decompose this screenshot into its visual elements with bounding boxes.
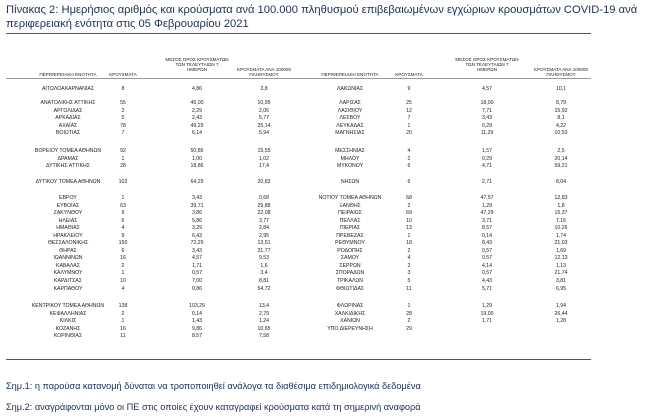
cell-left-per100k: 8,81 xyxy=(258,278,270,284)
cell-left-per100k: 2,06 xyxy=(258,108,270,114)
cell-right-region: ΝΗΣΩΝ xyxy=(340,179,360,185)
cell-right-cases: 6 xyxy=(407,163,411,169)
cell-left-region: ΑΡΓΟΛΙΔΑΣ xyxy=(53,108,83,114)
cell-right-region: ΞΑΝΘΗΣ xyxy=(339,203,361,209)
cell-left-region: ΚΟΡΙΝΘΙΑΣ xyxy=(53,333,83,339)
cell-right-per100k: 10,26 xyxy=(554,225,568,231)
cell-left-per100k: 7,58 xyxy=(258,333,270,339)
bottom-divider xyxy=(6,359,591,360)
cell-left-cases: 1 xyxy=(121,270,125,276)
cell-right-region: ΛΕΥΚΑΔΑΣ xyxy=(336,123,364,129)
cell-left-avg: 1,71 xyxy=(191,263,203,269)
cell-right-cases: 18 xyxy=(406,240,412,246)
cell-left-per100k: 10,95 xyxy=(257,100,271,106)
cell-right-avg: 0,57 xyxy=(481,248,493,254)
cell-right-per100k: 7,16 xyxy=(555,218,567,224)
cell-right-region: ΡΕΘΥΜΝΟΥ xyxy=(335,240,365,246)
cell-left-per100k: 1,6 xyxy=(260,263,268,269)
cell-left-cases: 5 xyxy=(121,115,125,121)
cell-right-region: ΧΑΛΚΙΔΙΚΗΣ xyxy=(334,311,366,317)
cell-left-region: ΖΑΚΥΝΘΟΥ xyxy=(53,210,83,216)
cell-left-cases: 1 xyxy=(121,318,125,324)
cell-right-avg: 1,71 xyxy=(481,318,493,324)
cell-left-cases: 16 xyxy=(120,326,126,332)
cell-left-cases: 150 xyxy=(118,240,128,246)
cell-left-avg: 6,14 xyxy=(191,130,203,136)
cell-right-cases: 4 xyxy=(407,148,411,154)
cell-left-region: ΔΥΤΙΚΗΣ ΑΤΤΙΚΗΣ xyxy=(46,163,90,169)
cell-right-avg: 5,71 xyxy=(481,286,493,292)
cell-left-avg: 46,00 xyxy=(190,100,204,106)
cell-right-cases: 29 xyxy=(406,326,412,332)
cell-right-per100k: 6,95 xyxy=(555,286,567,292)
cell-right-region: ΛΕΣΒΟΥ xyxy=(339,115,361,121)
cell-right-avg: 8,57 xyxy=(481,225,493,231)
cell-right-avg: 4,14 xyxy=(481,263,493,269)
header-region-right: ΠΕΡΙΦΕΡΕΙΑΚΗ ΕΝΟΤΗΤΑ xyxy=(321,72,379,77)
cell-left-region: ΚΕΦΑΛΛΗΝΙΑΣ xyxy=(49,311,87,317)
cell-left-cases: 55 xyxy=(120,100,126,106)
cell-left-region: ΚΑΛΥΜΝΟΥ xyxy=(53,270,83,276)
cell-right-per100k: 1,94 xyxy=(555,303,567,309)
cell-left-per100k: 5,77 xyxy=(258,115,270,121)
cell-right-per100k: 1,8 xyxy=(557,203,565,209)
cell-right-avg: 4,71 xyxy=(481,163,493,169)
cell-left-region: ΑΝΑΤΟΛΙΚΗΣ ΑΤΤΙΚΗΣ xyxy=(40,100,96,106)
cell-right-region: ΣΠΟΡΑΔΩΝ xyxy=(335,270,365,276)
cell-left-per100k: 13,51 xyxy=(257,240,271,246)
cell-left-per100k: 3,4 xyxy=(260,270,268,276)
cell-left-region: ΔΡΑΜΑΣ xyxy=(57,156,79,162)
cell-right-cases: 2 xyxy=(407,203,411,209)
cell-right-avg: 47,57 xyxy=(480,195,494,201)
cell-left-cases: 7 xyxy=(121,130,125,136)
cell-right-region: ΥΠΟ ΔΙΕΡΕΥΝΗΣΗ xyxy=(327,326,373,332)
cell-right-per100k: 12,13 xyxy=(554,255,568,261)
cell-left-per100k: 3,8 xyxy=(260,86,268,92)
cell-right-avg: 1,29 xyxy=(481,303,493,309)
cell-right-per100k: 15,92 xyxy=(554,108,568,114)
cell-left-per100k: 25,14 xyxy=(257,123,271,129)
cell-right-per100k: 15,37 xyxy=(554,210,568,216)
cell-left-cases: 2 xyxy=(121,263,125,269)
cell-right-avg: 3,71 xyxy=(481,218,493,224)
cell-right-per100k: 59,21 xyxy=(554,163,568,169)
cell-left-cases: 9 xyxy=(121,233,125,239)
cell-right-region: ΛΑΡΙΣΑΣ xyxy=(339,100,361,106)
cell-right-per100k: 10,1 xyxy=(555,86,567,92)
header-divider xyxy=(6,78,591,79)
cell-left-per100k: 17,4 xyxy=(258,163,270,169)
cell-left-cases: 2 xyxy=(121,311,125,317)
cell-left-cases: 28 xyxy=(120,163,126,169)
cell-left-region: ΕΥΒΟΙΑΣ xyxy=(56,203,80,209)
cell-right-region: ΠΕΛΛΑΣ xyxy=(339,218,361,224)
cell-right-per100k: 1,28 xyxy=(555,318,567,324)
cell-right-region: ΤΡΙΚΑΛΩΝ xyxy=(336,278,364,284)
cell-left-avg: 3,43 xyxy=(191,248,203,254)
header-avg-right: ΜΕΣΟΣ ΟΡΟΣ ΚΡΟΥΣΜΑΤΩΝ ΤΩΝ ΤΕΛΕΥΤΑΙΩΝ 7 ΗΜΕΡΩΝ xyxy=(455,57,519,72)
cell-right-region: ΠΙΕΡΙΑΣ xyxy=(339,225,361,231)
cell-left-avg: 3,86 xyxy=(191,210,203,216)
cell-right-cases: 2 xyxy=(407,156,411,162)
table-title: Πίνακας 2: Ημερήσιος αριθμός και κρούσματα ανά 100.000 πληθυσμού επιβεβαιωμένων εγχώριων κρουσμάτων COVID-19 ανά περιφερειακή ενότητα στις 05 Φεβρουαρίου 2021 xyxy=(6,4,638,30)
cell-left-region: ΘΗΡΑΣ xyxy=(59,248,77,254)
cell-left-avg: 3,43 xyxy=(191,195,203,201)
cell-left-region: ΑΧΑΪΑΣ xyxy=(58,123,78,129)
cell-right-cases: 7 xyxy=(407,115,411,121)
cell-left-avg: 103,29 xyxy=(189,303,205,309)
cell-right-cases: 3 xyxy=(407,270,411,276)
cell-left-per100k: 54,72 xyxy=(257,286,271,292)
cell-right-cases: 12 xyxy=(406,108,412,114)
cell-right-cases: 11 xyxy=(406,286,412,292)
cell-right-avg: 8,43 xyxy=(481,240,493,246)
cell-left-region: ΘΕΣΣΑΛΟΝΙΚΗΣ xyxy=(47,240,89,246)
cell-left-cases: 6 xyxy=(121,248,125,254)
cell-right-avg: 2,71 xyxy=(481,179,493,185)
cell-right-region: ΡΟΔΟΠΗΣ xyxy=(337,248,363,254)
cell-left-cases: 78 xyxy=(120,123,126,129)
cell-left-per100k: 2,95 xyxy=(258,233,270,239)
cell-left-per100k: 0,68 xyxy=(258,195,270,201)
cell-right-cases: 28 xyxy=(406,311,412,317)
note-2: Σημ.2: αναγράφονται μόνο οι ΠΕ στις οποίες έχουν καταγραφεί κρούσματα κατά τη σημερινή αναφορά xyxy=(6,402,421,412)
cell-right-cases: 2 xyxy=(407,263,411,269)
cell-left-per100k: 31,77 xyxy=(257,248,271,254)
cell-left-region: ΚΑΡΠΑΘΟΥ xyxy=(53,286,83,292)
cell-right-per100k: 21,03 xyxy=(554,240,568,246)
cell-left-per100k: 15,55 xyxy=(257,148,271,154)
cell-left-per100k: 1,02 xyxy=(258,156,270,162)
cell-right-avg: 4,43 xyxy=(481,278,493,284)
cell-right-avg: 0,57 xyxy=(481,270,493,276)
cell-left-cases: 16 xyxy=(120,255,126,261)
cell-right-region: ΦΘΙΩΤΙΔΑΣ xyxy=(335,286,365,292)
cell-left-per100k: 2,79 xyxy=(258,311,270,317)
cell-right-cases: 6 xyxy=(407,179,411,185)
cell-right-per100k: 3,81 xyxy=(555,278,567,284)
cell-left-avg: 50,86 xyxy=(190,148,204,154)
cell-left-avg: 0,57 xyxy=(191,270,203,276)
cell-right-region: ΧΑΝΙΩΝ xyxy=(340,318,360,324)
cell-right-avg: 1,57 xyxy=(481,148,493,154)
header-cases-left: ΚΡΟΥΣΜΑΤΑ xyxy=(109,72,137,77)
cell-right-region: ΣΑΜΟΥ xyxy=(340,255,360,261)
cell-left-per100k: 9,53 xyxy=(258,255,270,261)
cell-left-avg: 1,43 xyxy=(191,318,203,324)
cell-right-region: ΠΕΙΡΑΙΩΣ xyxy=(338,210,362,216)
cell-left-region: ΒΟΙΩΤΙΑΣ xyxy=(55,130,81,136)
cell-left-cases: 11 xyxy=(120,333,126,339)
header-per100k-right: ΚΡΟΥΣΜΑΤΑ ΑΝΑ 100000 ΠΛΗΘΥΣΜΟΥ xyxy=(533,67,589,77)
cell-left-per100k: 3,77 xyxy=(258,218,270,224)
cell-left-avg: 9,86 xyxy=(191,326,203,332)
cell-right-cases: 2 xyxy=(407,248,411,254)
cell-left-cases: 63 xyxy=(120,203,126,209)
cell-left-region: ΚΙΛΚΙΣ xyxy=(59,318,77,324)
cell-left-per100k: 5,94 xyxy=(258,130,270,136)
note-1: Σημ.1: η παρούσα κατανομή δύναται να τροποποιηθεί ανάλογα τα διαθέσιμα επιδημιολογικά δεδομένα xyxy=(6,381,421,391)
cell-right-per100k: 8,04 xyxy=(555,179,567,185)
cell-left-avg: 64,29 xyxy=(190,179,204,185)
top-divider xyxy=(6,33,591,34)
cell-right-cases: 25 xyxy=(406,100,412,106)
cell-left-per100k: 10,65 xyxy=(257,326,271,332)
cell-right-per100k: 1,13 xyxy=(555,263,567,269)
cell-right-region: ΜΕΣΣΗΝΙΑΣ xyxy=(335,148,365,154)
cell-right-region: ΠΡΕΒΕΖΑΣ xyxy=(336,233,364,239)
cell-right-per100k: 1,74 xyxy=(555,233,567,239)
cell-right-cases: 9 xyxy=(407,86,411,92)
cell-right-region: ΛΑΚΩΝΙΑΣ xyxy=(336,86,364,92)
cell-left-region: ΚΟΖΑΝΗΣ xyxy=(55,326,81,332)
cell-right-per100k: 4,22 xyxy=(555,123,567,129)
cell-left-cases: 138 xyxy=(118,303,128,309)
cell-left-region: ΑΡΚΑΔΙΑΣ xyxy=(55,115,81,121)
cell-left-avg: 4,57 xyxy=(191,255,203,261)
cell-right-avg: 19,00 xyxy=(480,311,494,317)
cell-right-region: ΛΑΣΙΘΙΟΥ xyxy=(337,108,363,114)
header-avg-left: ΜΕΣΟΣ ΟΡΟΣ ΚΡΟΥΣΜΑΤΩΝ ΤΩΝ ΤΕΛΕΥΤΑΙΩΝ 7 ΗΜΕΡΩΝ xyxy=(165,57,229,72)
cell-right-per100k: 2,5 xyxy=(557,148,565,154)
cell-left-avg: 49,29 xyxy=(190,123,204,129)
cell-right-avg: 1,29 xyxy=(481,203,493,209)
cell-left-avg: 2,29 xyxy=(191,108,203,114)
cell-right-per100k: 8,1 xyxy=(557,115,565,121)
cell-right-region: ΜΥΚΟΝΟΥ xyxy=(336,163,364,169)
cell-left-region: ΕΒΡΟΥ xyxy=(59,195,77,201)
cell-left-region: ΙΩΑΝΝΙΝΩΝ xyxy=(53,255,83,261)
cell-left-region: ΚΕΝΤΡΙΚΟΥ ΤΟΜΕΑ ΑΘΗΝΩΝ xyxy=(31,303,105,309)
cell-left-avg: 18,86 xyxy=(190,163,204,169)
cell-left-per100k: 2,84 xyxy=(258,225,270,231)
cell-right-cases: 68 xyxy=(406,195,412,201)
cell-right-avg: 47,29 xyxy=(480,210,494,216)
cell-right-avg: 3,43 xyxy=(481,115,493,121)
cell-right-avg: 4,57 xyxy=(481,86,493,92)
cell-right-per100k: 10,53 xyxy=(554,130,568,136)
cell-left-region: ΗΛΕΙΑΣ xyxy=(58,218,78,224)
cell-left-cases: 10 xyxy=(120,278,126,284)
cell-left-avg: 72,29 xyxy=(190,240,204,246)
cell-right-per100k: 26,44 xyxy=(554,311,568,317)
cell-right-per100k: 12,83 xyxy=(554,195,568,201)
cell-right-cases: 5 xyxy=(407,278,411,284)
cell-right-avg: 0,57 xyxy=(481,255,493,261)
cell-left-per100k: 29,88 xyxy=(257,203,271,209)
cell-left-cases: 102 xyxy=(118,179,128,185)
cell-left-per100k: 20,83 xyxy=(257,179,271,185)
cell-left-avg: 4,86 xyxy=(191,86,203,92)
cell-left-avg: 1,00 xyxy=(191,156,203,162)
cell-left-per100k: 1,24 xyxy=(258,318,270,324)
cell-right-cases: 20 xyxy=(406,130,412,136)
cell-right-cases: 2 xyxy=(407,318,411,324)
cell-left-cases: 4 xyxy=(121,286,125,292)
cell-left-cases: 2 xyxy=(121,108,125,114)
cell-right-region: ΜΑΓΝΗΣΙΑΣ xyxy=(335,130,365,136)
cell-left-avg: 39,71 xyxy=(190,203,204,209)
cell-right-cases: 69 xyxy=(406,210,412,216)
cell-right-per100k: 20,14 xyxy=(554,156,568,162)
cell-left-region: ΚΑΡΔΙΤΣΑΣ xyxy=(54,278,82,284)
cell-left-cases: 8 xyxy=(121,86,125,92)
cell-left-avg: 6,43 xyxy=(191,233,203,239)
header-region-left: ΠΕΡΙΦΕΡΕΙΑΚΗ ΕΝΟΤΗΤΑ xyxy=(39,72,97,77)
cell-left-cases: 1 xyxy=(121,195,125,201)
header-cases-right: ΚΡΟΥΣΜΑΤΑ xyxy=(395,72,423,77)
cell-right-cases: 10 xyxy=(406,218,412,224)
cell-left-region: ΗΜΑΘΙΑΣ xyxy=(56,225,80,231)
cell-right-region: ΦΛΩΡΙΝΑΣ xyxy=(336,303,364,309)
cell-right-region: ΝΟΤΙΟΥ ΤΟΜΕΑ ΑΘΗΝΩΝ xyxy=(318,195,382,201)
cell-left-per100k: 22,08 xyxy=(257,210,271,216)
cell-left-avg: 7,00 xyxy=(191,278,203,284)
cell-right-avg: 7,71 xyxy=(481,108,493,114)
cell-right-cases: 13 xyxy=(406,225,412,231)
cell-right-avg: 0,29 xyxy=(481,156,493,162)
cell-left-region: ΚΑΒΑΛΑΣ xyxy=(56,263,80,269)
cell-left-cases: 6 xyxy=(121,218,125,224)
cell-right-cases: 1 xyxy=(407,303,411,309)
cell-left-region: ΔΥΤΙΚΟΥ ΤΟΜΕΑ ΑΘΗΝΩΝ xyxy=(35,179,101,185)
cell-left-cases: 92 xyxy=(120,148,126,154)
cell-left-avg: 3,29 xyxy=(191,225,203,231)
cell-right-per100k: 8,79 xyxy=(555,100,567,106)
cell-left-avg: 2,43 xyxy=(191,115,203,121)
cell-right-per100k: 1,69 xyxy=(555,248,567,254)
cell-right-per100k: 21,74 xyxy=(554,270,568,276)
cell-left-avg: 5,86 xyxy=(191,218,203,224)
cell-left-cases: 1 xyxy=(121,156,125,162)
cell-left-avg: 0,14 xyxy=(191,311,203,317)
cell-left-region: ΗΡΑΚΛΕΙΟΥ xyxy=(53,233,83,239)
cell-left-cases: 4 xyxy=(121,225,125,231)
cell-right-avg: 18,00 xyxy=(480,100,494,106)
cell-left-per100k: 13,4 xyxy=(258,303,270,309)
cell-right-avg: 0,29 xyxy=(481,123,493,129)
cell-left-region: ΑΙΤΩΛΟΑΚΑΡΝΑΝΙΑΣ xyxy=(41,86,95,92)
cell-left-avg: 8,57 xyxy=(191,333,203,339)
cell-right-cases: 1 xyxy=(407,123,411,129)
cell-left-region: ΒΟΡΕΙΟΥ ΤΟΜΕΑ ΑΘΗΝΩΝ xyxy=(34,148,102,154)
cell-right-cases: 4 xyxy=(407,255,411,261)
cell-right-region: ΣΕΡΡΩΝ xyxy=(339,263,361,269)
cell-left-avg: 0,86 xyxy=(191,286,203,292)
header-per100k-left: ΚΡΟΥΣΜΑΤΑ ΑΝΑ 100000 ΠΛΗΘΥΣΜΟΥ xyxy=(236,67,292,77)
cell-left-cases: 9 xyxy=(121,210,125,216)
cell-right-region: ΜΗΛΟΥ xyxy=(340,156,360,162)
cell-right-cases: 1 xyxy=(407,233,411,239)
cell-right-avg: 0,14 xyxy=(481,233,493,239)
cell-right-avg: 11,29 xyxy=(480,130,494,136)
